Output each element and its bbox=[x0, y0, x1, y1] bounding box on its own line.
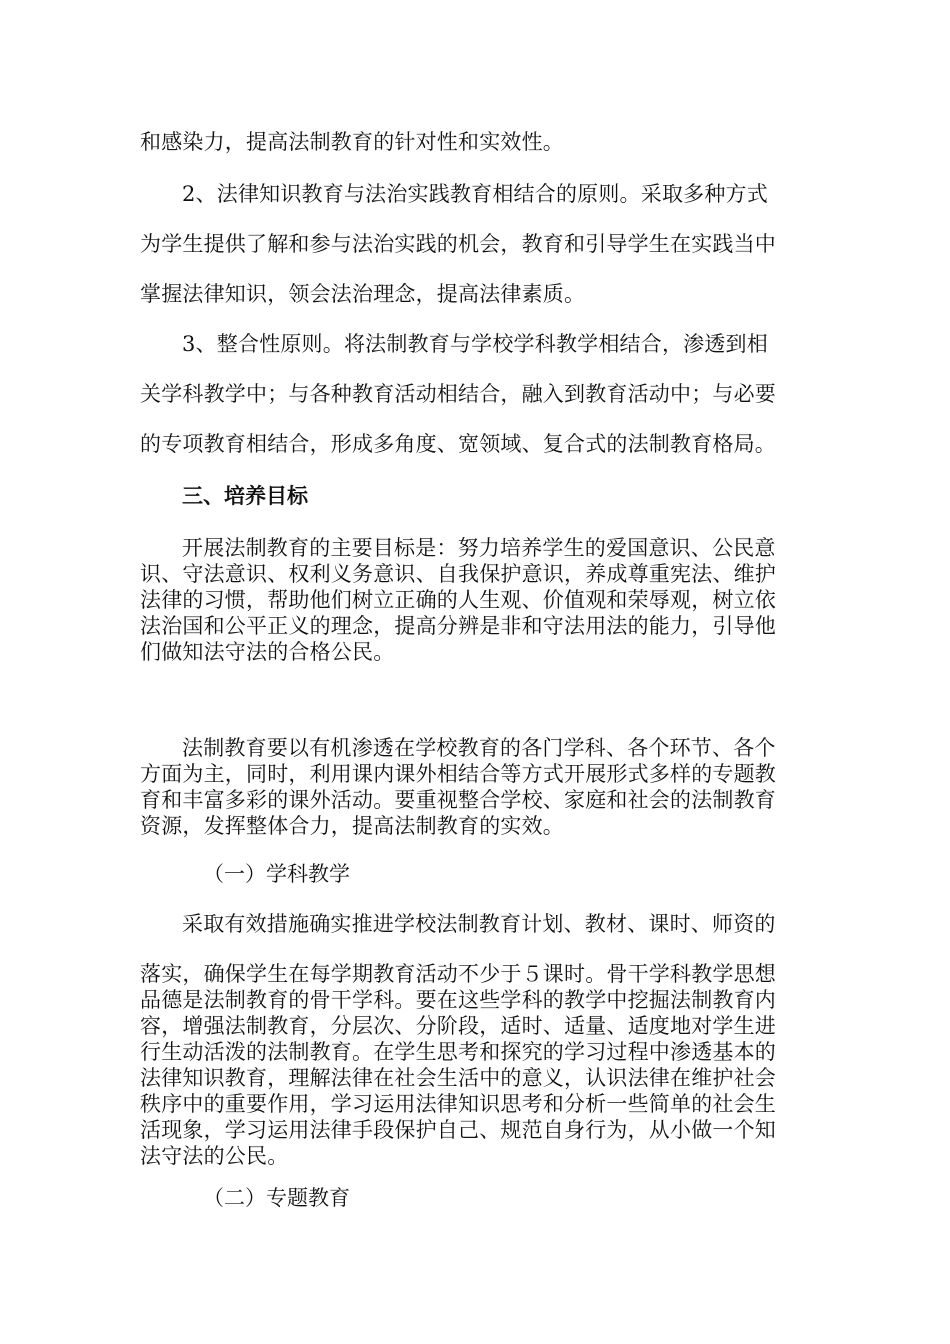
paragraph-4-line-3: 法律的习惯，帮助他们树立正确的人生观、价值观和荣辱观，树立依 bbox=[140, 588, 776, 612]
paragraph-2-line-3: 掌握法律知识，领会法治理念，提高法律素质。 bbox=[140, 282, 586, 306]
paragraph-3-line-3: 的专项教育相结合，形成多角度、宽领域、复合式的法制教育格局。 bbox=[140, 432, 776, 456]
paragraph-5-line-1: 法制教育要以有机渗透在学校教育的各门学科、各个环节、各个 bbox=[182, 736, 776, 760]
sub-heading-subject-teaching: （一）学科教学 bbox=[203, 862, 350, 886]
paragraph-6-line-7: 秩序中的重要作用，学习运用法律知识思考和分析一些简单的社会生 bbox=[140, 1092, 776, 1116]
paragraph-3-line-1: 3、整合性原则。将法制教育与学校学科教学相结合，渗透到相 bbox=[182, 332, 768, 356]
paragraph-5-line-4: 资源，发挥整体合力，提高法制教育的实效。 bbox=[140, 814, 564, 838]
paragraph-3-line-2: 关学科教学中；与各种教育活动相结合，融入到教育活动中；与必要 bbox=[140, 382, 776, 406]
paragraph-1-line-1: 和感染力，提高法制教育的针对性和实效性。 bbox=[140, 130, 564, 154]
paragraph-2-line-2: 为学生提供了解和参与法治实践的机会，教育和引导学生在实践当中 bbox=[140, 232, 776, 256]
paragraph-6-line-6: 法律知识教育，理解法律在社会生活中的意义，认识法律在维护社会 bbox=[140, 1066, 776, 1090]
paragraph-4-line-5: 们做知法守法的合格公民。 bbox=[140, 640, 395, 664]
paragraph-6-line-2: 落实，确保学生在每学期教育活动不少于５课时。骨干学科教学思想 bbox=[140, 962, 776, 986]
section-heading-goals: 三、培养目标 bbox=[182, 484, 308, 508]
paragraph-4-line-4: 法治国和公平正义的理念，提高分辨是非和守法用法的能力，引导他 bbox=[140, 614, 776, 638]
paragraph-6-line-4: 容，增强法制教育，分层次、分阶段，适时、适量、适度地对学生进 bbox=[140, 1014, 776, 1038]
paragraph-6-line-1: 采取有效措施确实推进学校法制教育计划、教材、课时、师资的 bbox=[182, 912, 776, 936]
sub-heading-special-education: （二）专题教育 bbox=[203, 1186, 350, 1210]
paragraph-6-line-3: 品德是法制教育的骨干学科。要在这些学科的教学中挖掘法制教育内 bbox=[140, 988, 776, 1012]
paragraph-2-line-1: 2、法律知识教育与法治实践教育相结合的原则。采取多种方式 bbox=[182, 182, 768, 206]
paragraph-4-line-1: 开展法制教育的主要目标是：努力培养学生的爱国意识、公民意 bbox=[182, 536, 776, 560]
paragraph-5-line-2: 方面为主，同时，利用课内课外相结合等方式开展形式多样的专题教 bbox=[140, 762, 776, 786]
paragraph-6-line-8: 活现象，学习运用法律手段保护自己、规范自身行为，从小做一个知 bbox=[140, 1118, 776, 1142]
paragraph-5-line-3: 育和丰富多彩的课外活动。要重视整合学校、家庭和社会的法制教育 bbox=[140, 788, 776, 812]
paragraph-4-line-2: 识、守法意识、权利义务意识、自我保护意识，养成尊重宪法、维护 bbox=[140, 562, 776, 586]
paragraph-6-line-9: 法守法的公民。 bbox=[140, 1144, 289, 1168]
paragraph-6-line-5: 行生动活泼的法制教育。在学生思考和探究的学习过程中渗透基本的 bbox=[140, 1040, 776, 1064]
